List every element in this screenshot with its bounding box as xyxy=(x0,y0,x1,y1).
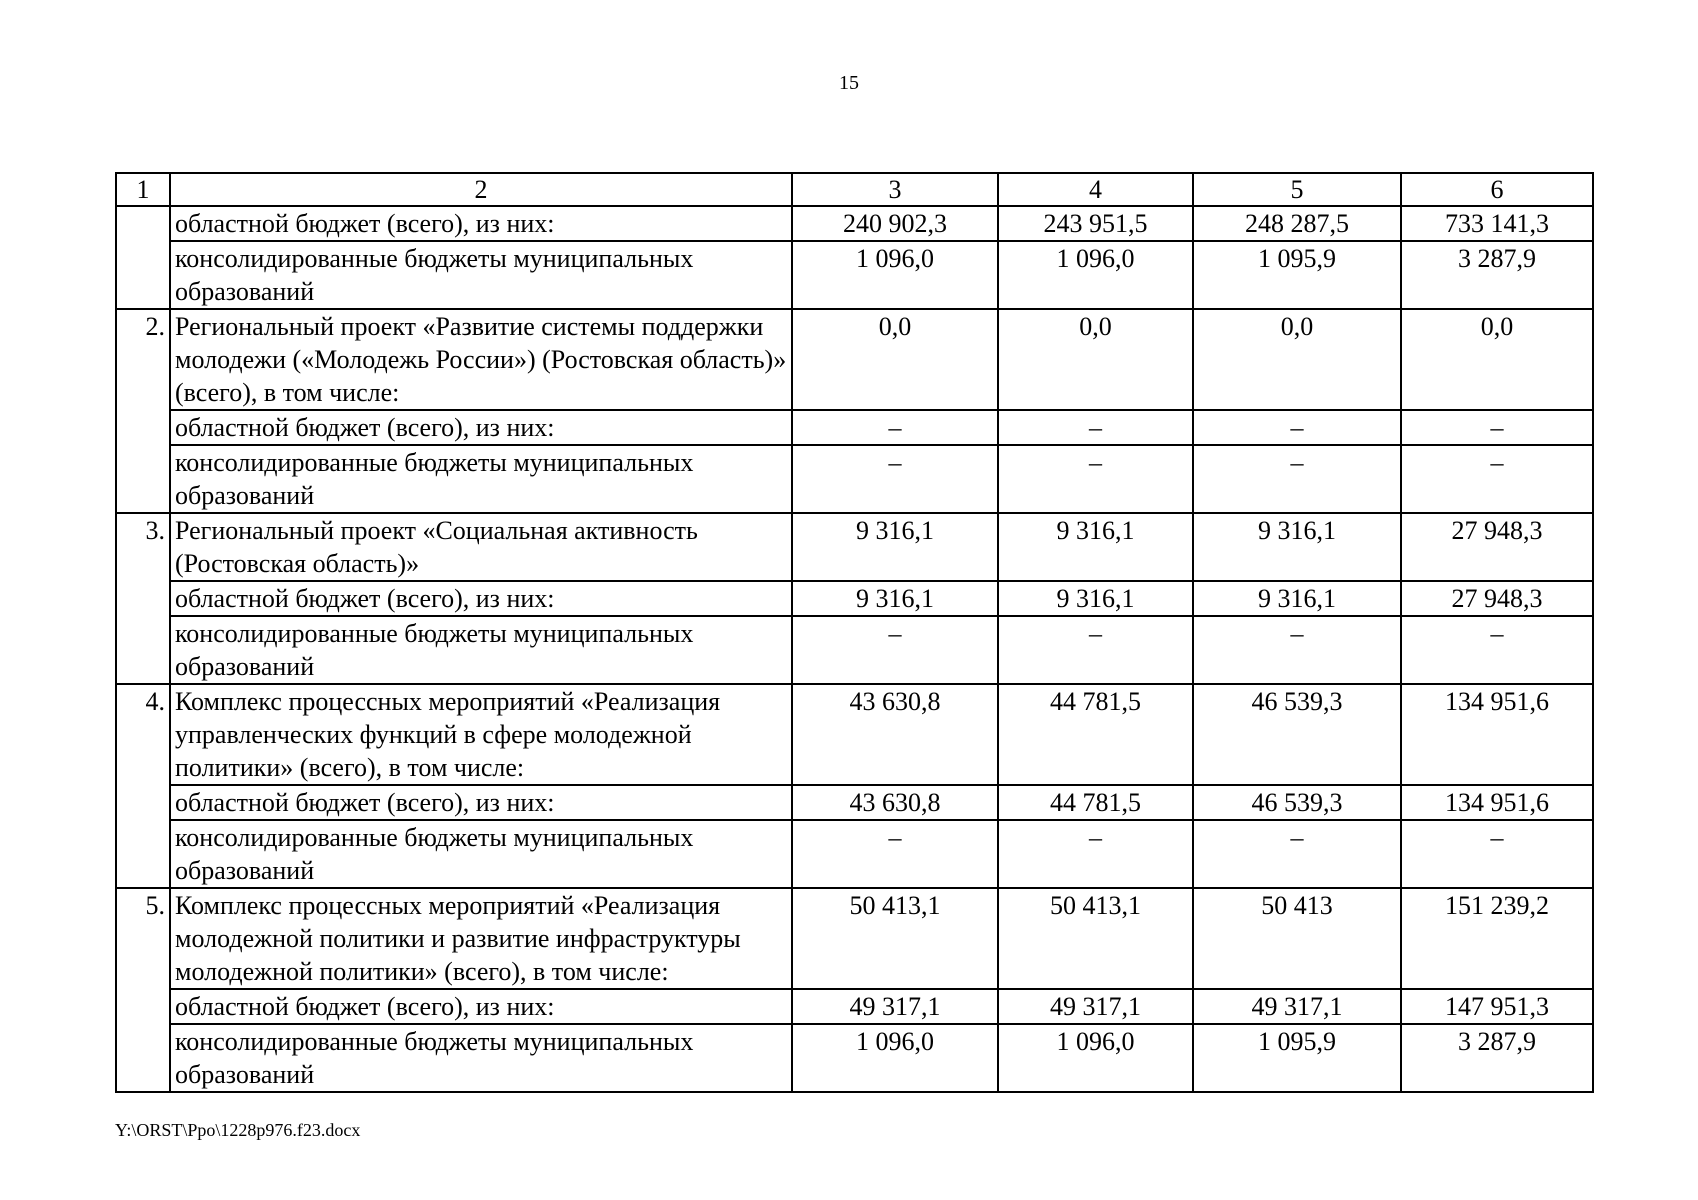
value-cell: 0,0 xyxy=(792,309,998,410)
value-cell: – xyxy=(792,410,998,445)
value-cell: 49 317,1 xyxy=(792,989,998,1024)
row-title: Комплекс процессных мероприятий «Реализация молодежной политики и развитие инфраструктуры молодежной политики» (всего), в том числе: xyxy=(170,888,792,989)
value-cell: 9 316,1 xyxy=(998,581,1193,616)
row-label: консолидированные бюджеты муниципальных образований xyxy=(170,1024,792,1092)
value-cell: 3 287,9 xyxy=(1401,241,1593,309)
table-row xyxy=(116,445,1593,513)
value-cell: 3 287,9 xyxy=(1401,1024,1593,1092)
table-row xyxy=(116,888,1593,989)
value-cell: 46 539,3 xyxy=(1193,684,1401,785)
value-cell: 733 141,3 xyxy=(1401,206,1593,241)
table-row xyxy=(116,820,1593,888)
budget-table xyxy=(115,172,1594,1093)
value-cell: – xyxy=(1401,445,1593,513)
column-header: 6 xyxy=(1401,173,1593,206)
table-row xyxy=(116,241,1593,309)
value-cell: – xyxy=(792,820,998,888)
file-path-footer: Y:\ORST\Ppo\1228p976.f23.docx xyxy=(115,1120,361,1140)
row-label: консолидированные бюджеты муниципальных образований xyxy=(170,445,792,513)
row-label: областной бюджет (всего), из них: xyxy=(170,581,792,616)
value-cell: 44 781,5 xyxy=(998,785,1193,820)
value-cell: – xyxy=(1401,820,1593,888)
value-cell: 134 951,6 xyxy=(1401,684,1593,785)
value-cell: 243 951,5 xyxy=(998,206,1193,241)
value-cell: 134 951,6 xyxy=(1401,785,1593,820)
table-row xyxy=(116,581,1593,616)
row-label: областной бюджет (всего), из них: xyxy=(170,989,792,1024)
value-cell: 27 948,3 xyxy=(1401,581,1593,616)
table-row xyxy=(116,684,1593,785)
value-cell: 147 951,3 xyxy=(1401,989,1593,1024)
value-cell: – xyxy=(1401,616,1593,684)
table-row xyxy=(116,989,1593,1024)
value-cell: 1 095,9 xyxy=(1193,241,1401,309)
value-cell: 1 096,0 xyxy=(792,241,998,309)
table-row xyxy=(116,410,1593,445)
value-cell: – xyxy=(1193,445,1401,513)
value-cell: 9 316,1 xyxy=(998,513,1193,581)
row-title: Региональный проект «Социальная активность (Ростовская область)» xyxy=(170,513,792,581)
value-cell: 43 630,8 xyxy=(792,785,998,820)
value-cell: 50 413,1 xyxy=(792,888,998,989)
table-body xyxy=(116,173,1593,1092)
table-row xyxy=(116,309,1593,410)
value-cell: 50 413 xyxy=(1193,888,1401,989)
value-cell: 49 317,1 xyxy=(998,989,1193,1024)
value-cell: 240 902,3 xyxy=(792,206,998,241)
table-row xyxy=(116,513,1593,581)
column-header: 3 xyxy=(792,173,998,206)
value-cell: 9 316,1 xyxy=(792,513,998,581)
value-cell: 43 630,8 xyxy=(792,684,998,785)
value-cell: 9 316,1 xyxy=(792,581,998,616)
value-cell: 27 948,3 xyxy=(1401,513,1593,581)
row-index-cell xyxy=(116,206,170,309)
value-cell: – xyxy=(1193,820,1401,888)
row-label: областной бюджет (всего), из них: xyxy=(170,410,792,445)
value-cell: 9 316,1 xyxy=(1193,581,1401,616)
row-label: областной бюджет (всего), из них: xyxy=(170,785,792,820)
value-cell: 50 413,1 xyxy=(998,888,1193,989)
row-title: Региональный проект «Развитие системы поддержки молодежи («Молодежь России») (Ростовская область)» (всего), в том числе: xyxy=(170,309,792,410)
column-header: 2 xyxy=(170,173,792,206)
table-row xyxy=(116,206,1593,241)
table-row xyxy=(116,785,1593,820)
value-cell: – xyxy=(998,445,1193,513)
row-title: Комплекс процессных мероприятий «Реализация управленческих функций в сфере молодежной политики» (всего), в том числе: xyxy=(170,684,792,785)
page-number: 15 xyxy=(839,72,859,94)
value-cell: – xyxy=(998,616,1193,684)
value-cell: – xyxy=(998,820,1193,888)
value-cell: 151 239,2 xyxy=(1401,888,1593,989)
value-cell: 1 096,0 xyxy=(792,1024,998,1092)
row-label: консолидированные бюджеты муниципальных образований xyxy=(170,820,792,888)
value-cell: – xyxy=(792,616,998,684)
row-index-cell: 4. xyxy=(116,684,170,888)
value-cell: 0,0 xyxy=(998,309,1193,410)
row-index-cell: 3. xyxy=(116,513,170,684)
header-row xyxy=(116,173,1593,206)
value-cell: – xyxy=(1193,616,1401,684)
table-row xyxy=(116,1024,1593,1092)
value-cell: – xyxy=(998,410,1193,445)
value-cell: 0,0 xyxy=(1401,309,1593,410)
row-label: областной бюджет (всего), из них: xyxy=(170,206,792,241)
value-cell: – xyxy=(792,445,998,513)
row-label: консолидированные бюджеты муниципальных образований xyxy=(170,241,792,309)
value-cell: 1 096,0 xyxy=(998,241,1193,309)
row-index-cell: 2. xyxy=(116,309,170,513)
column-header: 5 xyxy=(1193,173,1401,206)
value-cell: 49 317,1 xyxy=(1193,989,1401,1024)
value-cell: 1 095,9 xyxy=(1193,1024,1401,1092)
column-header: 4 xyxy=(998,173,1193,206)
value-cell: – xyxy=(1193,410,1401,445)
value-cell: – xyxy=(1401,410,1593,445)
column-header: 1 xyxy=(116,173,170,206)
value-cell: 44 781,5 xyxy=(998,684,1193,785)
value-cell: 0,0 xyxy=(1193,309,1401,410)
table-row xyxy=(116,616,1593,684)
row-label: консолидированные бюджеты муниципальных образований xyxy=(170,616,792,684)
row-index-cell: 5. xyxy=(116,888,170,1092)
value-cell: 1 096,0 xyxy=(998,1024,1193,1092)
value-cell: 46 539,3 xyxy=(1193,785,1401,820)
value-cell: 248 287,5 xyxy=(1193,206,1401,241)
value-cell: 9 316,1 xyxy=(1193,513,1401,581)
